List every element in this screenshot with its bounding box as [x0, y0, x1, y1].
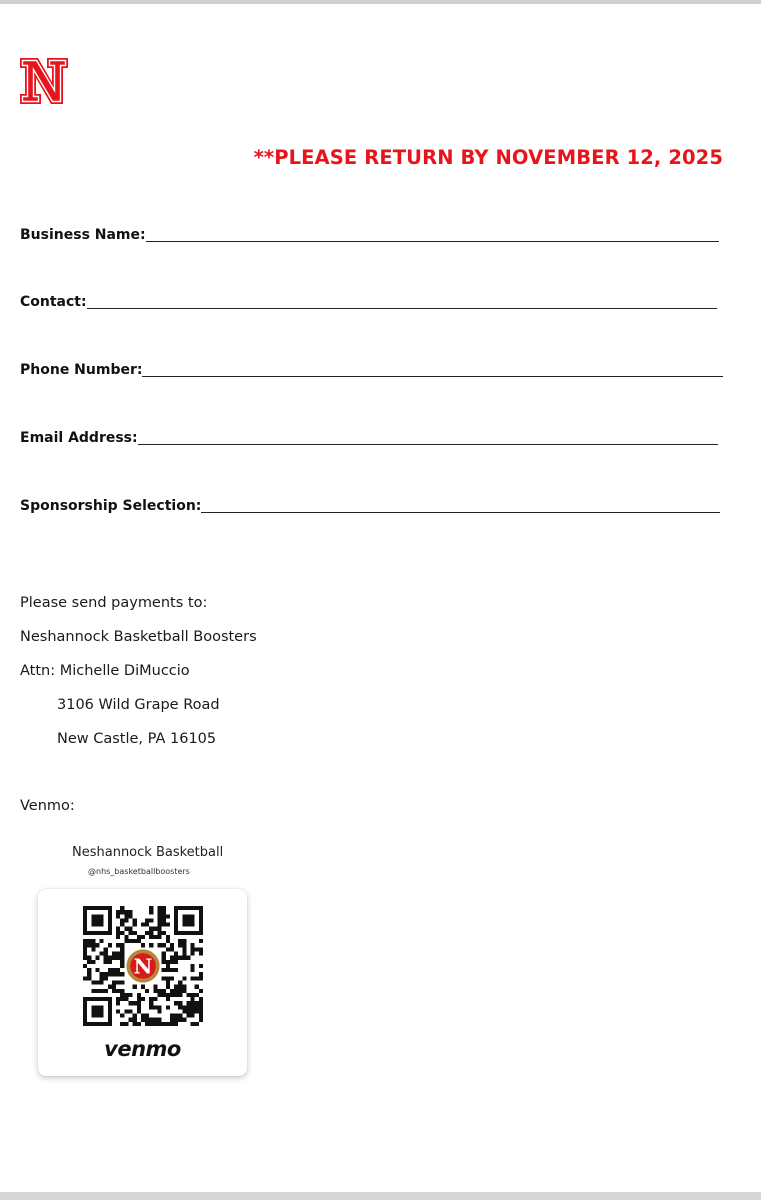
- business-name-field[interactable]: [20, 222, 719, 244]
- email-address-line[interactable]: [138, 444, 718, 445]
- return-deadline-notice: **PLEASE RETURN BY NOVEMBER 12, 2025: [253, 146, 723, 169]
- sponsorship-selection-field[interactable]: [20, 493, 720, 515]
- venmo-qr-code-icon[interactable]: [83, 906, 203, 1026]
- email-address-label: Email Address:: [20, 430, 138, 446]
- business-name-line[interactable]: [146, 241, 719, 242]
- payment-attention: Attn: Michelle DiMuccio: [20, 663, 190, 679]
- sponsorship-selection-label: Sponsorship Selection:: [20, 498, 202, 514]
- venmo-handle: @nhs_basketballboosters: [88, 867, 190, 876]
- svg-text:N: N: [133, 954, 153, 979]
- phone-number-line[interactable]: [142, 376, 723, 377]
- business-name-label: Business Name:: [20, 227, 146, 243]
- venmo-label: Venmo:: [20, 798, 75, 814]
- payment-intro: Please send payments to:: [20, 595, 208, 611]
- nebraska-n-logo-icon: [18, 56, 70, 106]
- bottom-border: [0, 1192, 761, 1200]
- venmo-brand-logo: venmo: [104, 1037, 181, 1061]
- contact-label: Contact:: [20, 294, 87, 310]
- contact-line[interactable]: [87, 308, 717, 309]
- venmo-account-name: Neshannock Basketball: [72, 845, 224, 860]
- payment-city: New Castle, PA 16105: [57, 731, 217, 747]
- top-border: [0, 0, 761, 4]
- sponsorship-selection-line[interactable]: [201, 512, 720, 513]
- email-address-field[interactable]: [20, 425, 718, 447]
- payment-organization: Neshannock Basketball Boosters: [20, 629, 257, 645]
- contact-field[interactable]: [20, 289, 717, 311]
- phone-number-label: Phone Number:: [20, 362, 143, 378]
- venmo-qr-card[interactable]: [38, 889, 247, 1076]
- payment-street: 3106 Wild Grape Road: [57, 697, 220, 713]
- phone-number-field[interactable]: [20, 357, 723, 379]
